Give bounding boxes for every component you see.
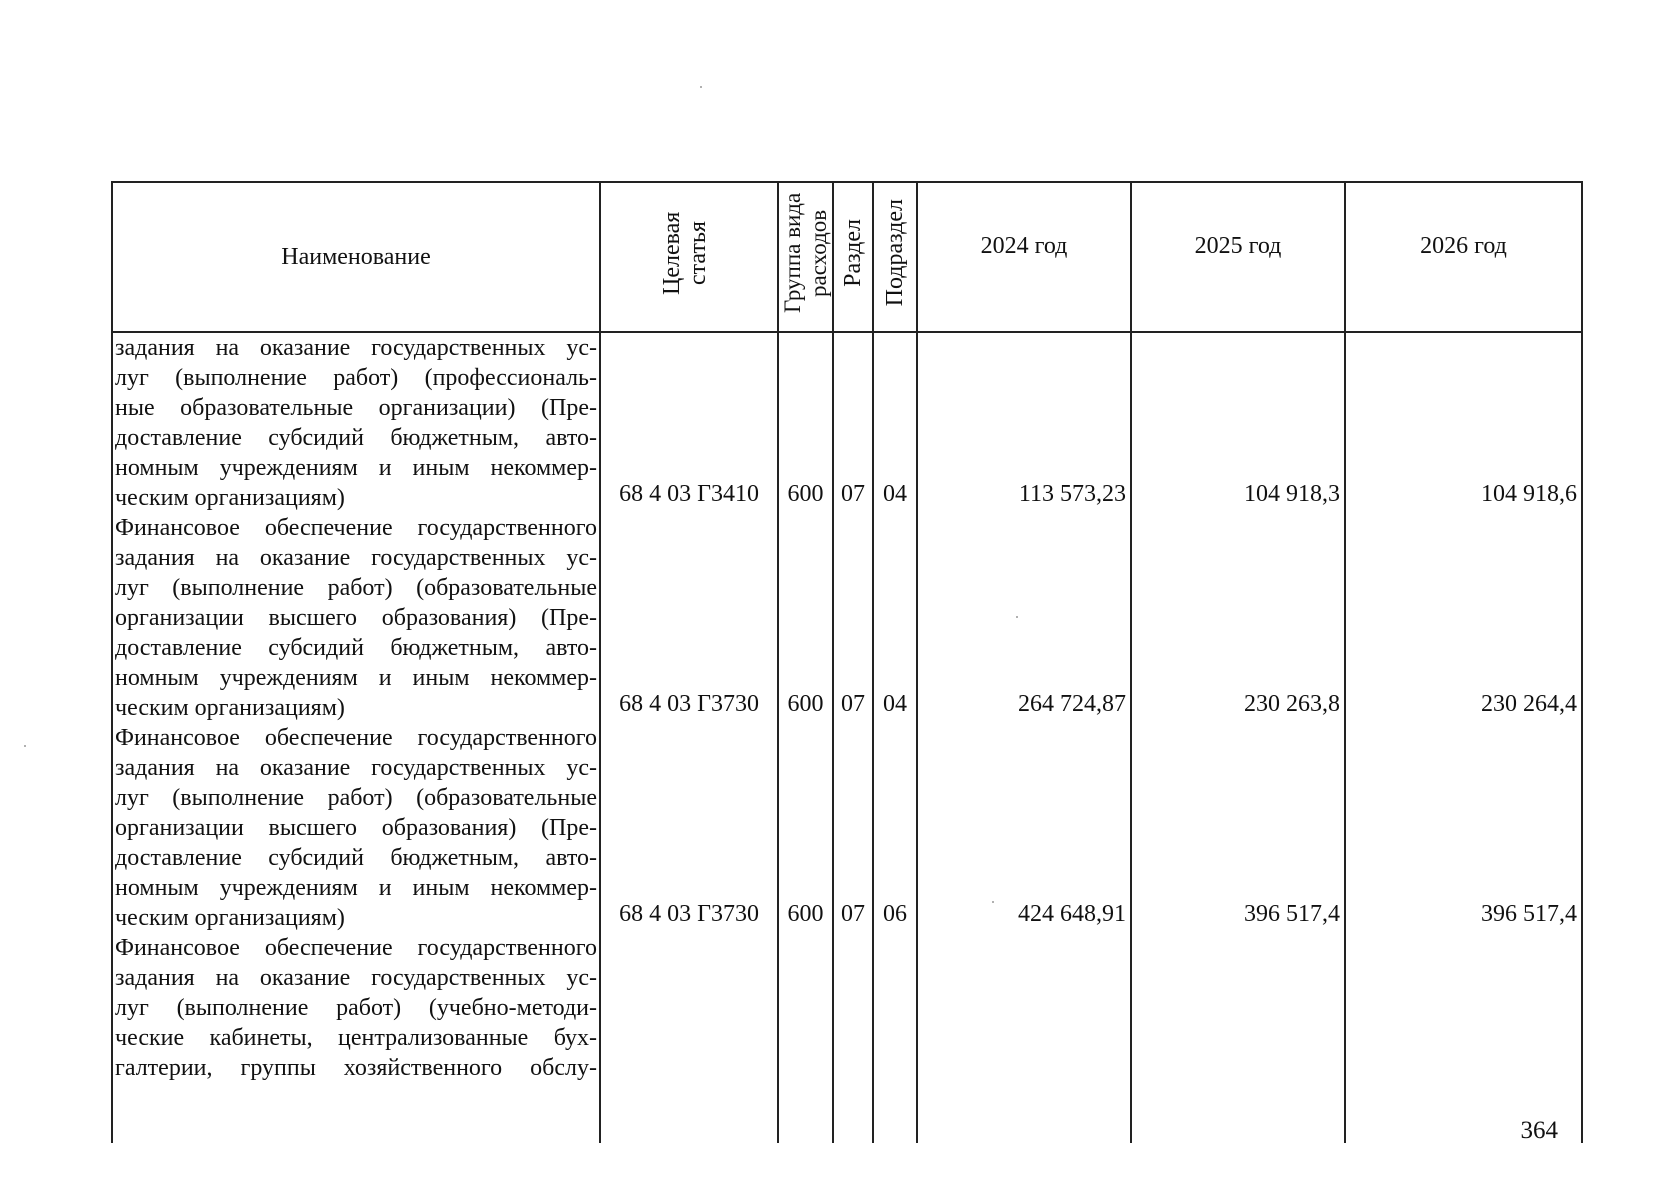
- row-subsection: 04: [873, 332, 917, 513]
- row-name: [112, 332, 600, 513]
- table-row-continued: [112, 933, 1582, 1143]
- header-year-2025-label: 2025 год: [1194, 233, 1282, 259]
- table-row: [112, 513, 1582, 723]
- name-line: ческим организациям): [115, 695, 345, 721]
- row-value-2025: 396 517,4: [1131, 723, 1345, 933]
- row-name: [112, 723, 600, 933]
- page-number: 364: [1520, 1117, 1558, 1144]
- row-value-2024: 113 573,23: [917, 332, 1131, 513]
- row-subsection: 06: [873, 723, 917, 933]
- row-expense-group: 600: [778, 332, 833, 513]
- name-line: доставление субсидий бюджетным, авто-: [115, 845, 597, 871]
- header-section: [833, 182, 873, 332]
- name-line: доставление субсидий бюджетным, авто-: [115, 635, 597, 661]
- header-name: [112, 182, 600, 332]
- name-line: луг (выполнение работ) (образовательные: [115, 575, 597, 601]
- header-year-2026-label: 2026 год: [1420, 233, 1507, 259]
- row-value-2026: 104 918,6: [1345, 332, 1582, 513]
- name-line: номным учреждениям и иным некоммер-: [115, 455, 597, 481]
- scan-speck: [24, 745, 26, 747]
- header-year-2024: [917, 182, 1131, 332]
- row-expense-group-empty: [778, 933, 833, 1143]
- name-line: номным учреждениям и иным некоммер-: [115, 875, 597, 901]
- budget-table: [111, 181, 1583, 1143]
- name-line: луг (выполнение работ) (профессиональ-: [115, 365, 597, 391]
- header-year-2024-label: 2024 год: [980, 233, 1068, 259]
- header-name-label: Наименование: [281, 244, 431, 270]
- row-value-2025: 104 918,3: [1131, 332, 1345, 513]
- table-row: [112, 332, 1582, 513]
- row-target-article-empty: [600, 933, 778, 1143]
- name-line: ческим организациям): [115, 485, 345, 511]
- row-value-2025-empty: [1131, 933, 1345, 1143]
- header-subsection-label: Подраздел: [882, 199, 908, 307]
- table-header-row: [112, 182, 1582, 332]
- name-line: задания на оказание государственных ус-: [115, 335, 597, 361]
- name-line: задания на оказание государственных ус-: [115, 965, 597, 991]
- name-line: ные образовательные организации) (Пре-: [115, 395, 597, 421]
- name-line: доставление субсидий бюджетным, авто-: [115, 425, 597, 451]
- row-target-article: 68 4 03 Г3730: [600, 723, 778, 933]
- name-line: ческие кабинеты, централизованные бух-: [115, 1025, 597, 1051]
- row-section: 07: [833, 723, 873, 933]
- name-line: Финансовое обеспечение государственного: [115, 935, 597, 961]
- row-target-article: 68 4 03 Г3410: [600, 332, 778, 513]
- header-year-2025: [1131, 182, 1345, 332]
- row-value-2024-empty: [917, 933, 1131, 1143]
- header-year-2026: [1345, 182, 1582, 332]
- name-line: ческим организациям): [115, 905, 345, 931]
- header-section-label: Раздел: [840, 219, 866, 287]
- row-expense-group: 600: [778, 723, 833, 933]
- name-line: луг (выполнение работ) (учебно-методи-: [115, 995, 597, 1021]
- row-value-2026: 230 264,4: [1345, 513, 1582, 723]
- name-line: галтерии, группы хозяйственного обслу-: [115, 1055, 597, 1081]
- name-line: Финансовое обеспечение государственного: [115, 725, 597, 751]
- row-subsection: 04: [873, 513, 917, 723]
- row-value-2024: 264 724,87: [917, 513, 1131, 723]
- scan-speck: [1016, 616, 1018, 618]
- header-subsection: [873, 182, 917, 332]
- table-row: [112, 723, 1582, 933]
- row-value-2026: 396 517,4: [1345, 723, 1582, 933]
- name-line: луг (выполнение работ) (образовательные: [115, 785, 597, 811]
- row-subsection-empty: [873, 933, 917, 1143]
- row-section: 07: [833, 513, 873, 723]
- row-target-article: 68 4 03 Г3730: [600, 513, 778, 723]
- scan-speck: [992, 901, 994, 903]
- scan-speck: [700, 86, 702, 88]
- name-line: организации высшего образования) (Пре-: [115, 815, 597, 841]
- header-target-article-label: Целевая статья: [659, 211, 711, 295]
- row-section-empty: [833, 933, 873, 1143]
- row-expense-group: 600: [778, 513, 833, 723]
- row-name: [112, 933, 600, 1143]
- header-target-article: [600, 182, 778, 332]
- name-line: задания на оказание государственных ус-: [115, 755, 597, 781]
- name-line: Финансовое обеспечение государственного: [115, 515, 597, 541]
- header-expense-group: [778, 182, 833, 332]
- row-value-2026-empty: [1345, 933, 1582, 1143]
- name-line: номным учреждениям и иным некоммер-: [115, 665, 597, 691]
- row-value-2024: 424 648,91: [917, 723, 1131, 933]
- name-line: задания на оказание государственных ус-: [115, 545, 597, 571]
- row-value-2025: 230 263,8: [1131, 513, 1345, 723]
- header-expense-group-label: Группа вида расходов: [779, 192, 831, 314]
- name-line: организации высшего образования) (Пре-: [115, 605, 597, 631]
- row-name: [112, 513, 600, 723]
- row-section: 07: [833, 332, 873, 513]
